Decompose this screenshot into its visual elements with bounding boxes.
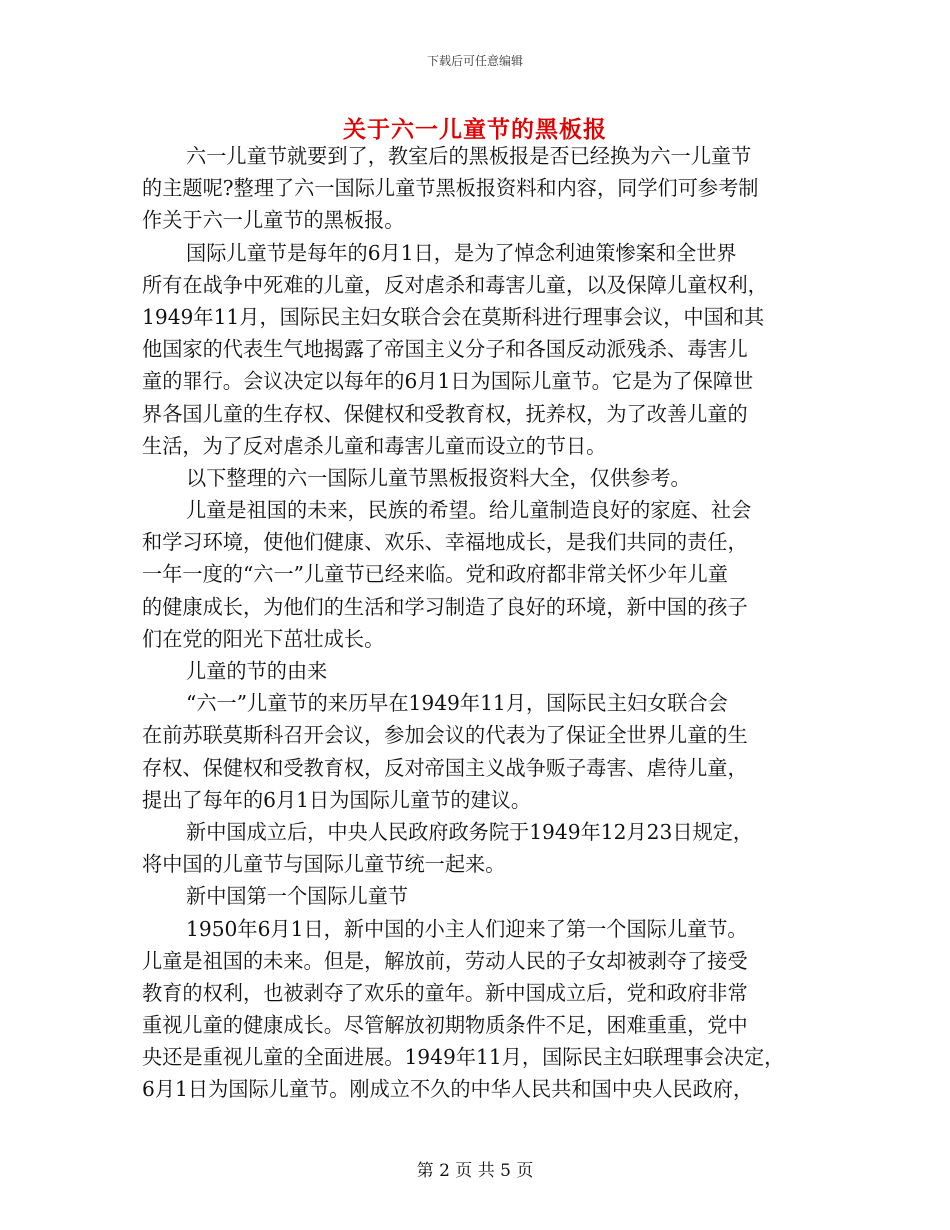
paragraph-line: 六一儿童节就要到了，教室后的黑板报是否已经换为六一儿童节 [186,144,752,168]
paragraph-line: 童的罪行。会议决定以每年的6月1日为国际儿童节。它是为了保障世 [142,369,754,394]
paragraph-line: 6月1日为国际儿童节。刚成立不久的中华人民共和国中央人民政府， [142,1077,754,1102]
paragraph-line: 存权、保健权和受教育权，反对帝国主义战争贩子毒害、虐待儿童， [142,755,748,780]
paragraph-line: 提出了每年的6月1日为国际儿童节的建议。 [142,787,532,812]
paragraph-line: 儿童是祖国的未来。但是，解放前，劳动人民的子女却被剥夺了接受 [142,948,748,973]
paragraph-line: 1949年11月，国际民主妇女联合会在莫斯科进行理事会议，中国和其 [142,304,765,329]
paragraph-line: 以下整理的六一国际儿童节黑板报资料大全，仅供参考。 [186,465,691,490]
paragraph-line: 所有在战争中死难的儿童，反对虐杀和毒害儿童，以及保障儿童权利， [142,272,768,297]
paragraph-line: 国际儿童节是每年的6月1日，是为了悼念利迪策惨案和全世界 [186,240,737,265]
paragraph-line: 的健康成长，为他们的生活和学习制造了良好的环境，新中国的孩子 [142,594,748,619]
paragraph-line: 儿童的节的由来 [186,659,328,683]
document-body [142,140,814,1106]
paragraph-line: 新中国第一个国际儿童节 [186,884,409,909]
page-header-note: 下载后可任意编辑 [426,54,523,68]
paragraph-line: 界各国儿童的生存权、保健权和受教育权，抚养权，为了改善儿童的 [142,401,748,426]
paragraph-line: 将中国的儿童节与国际儿童节统一起来。 [142,852,506,877]
paragraph-line: 和学习环境，使他们健康、欢乐、幸福地成长，是我们共同的责任， [142,530,748,555]
paragraph-line: 央还是重视儿童的全面进展。1949年11月，国际民主妇联理事会决定， [142,1045,785,1070]
page-footer: 第 2 页 共 5 页 [416,1161,534,1181]
paragraph-line: 1950年6月1日，新中国的小主人们迎来了第一个国际儿童节。 [186,916,748,941]
paragraph-line: 一年一度的“六一”儿童节已经来临。党和政府都非常关怀少年儿童 [142,562,728,587]
paragraph-line: 的主题呢?整理了六一国际儿童节黑板报资料和内容，同学们可参考制 [142,176,759,201]
paragraph-line: 生活，为了反对虐杀儿童和毒害儿童而设立的节日。 [142,433,607,458]
paragraph-line: 作关于六一儿童节的黑板报。 [142,208,405,233]
paragraph-line: “六一”儿童节的来历早在1949年11月，国际民主妇女联合会 [186,691,728,716]
document-title: 关于六一儿童节的黑板报 [343,117,607,143]
paragraph-line: 在前苏联莫斯科召开会议，参加会议的代表为了保证全世界儿童的生 [142,723,748,748]
paragraph-line: 新中国成立后，中央人民政府政务院于1949年12月23日规定， [186,819,754,844]
paragraph-line: 们在党的阳光下茁壮成长。 [142,626,385,651]
paragraph-line: 重视儿童的健康成长。尽管解放初期物质条件不足，困难重重，党中 [142,1013,748,1038]
paragraph-line: 儿童是祖国的未来，民族的希望。给儿童制造良好的家庭、社会 [186,498,752,523]
paragraph-line: 教育的权利，也被剥夺了欢乐的童年。新中国成立后，党和政府非常 [142,980,748,1005]
paragraph-line: 他国家的代表生气地揭露了帝国主义分子和各国反动派残杀、毒害儿 [142,337,748,362]
